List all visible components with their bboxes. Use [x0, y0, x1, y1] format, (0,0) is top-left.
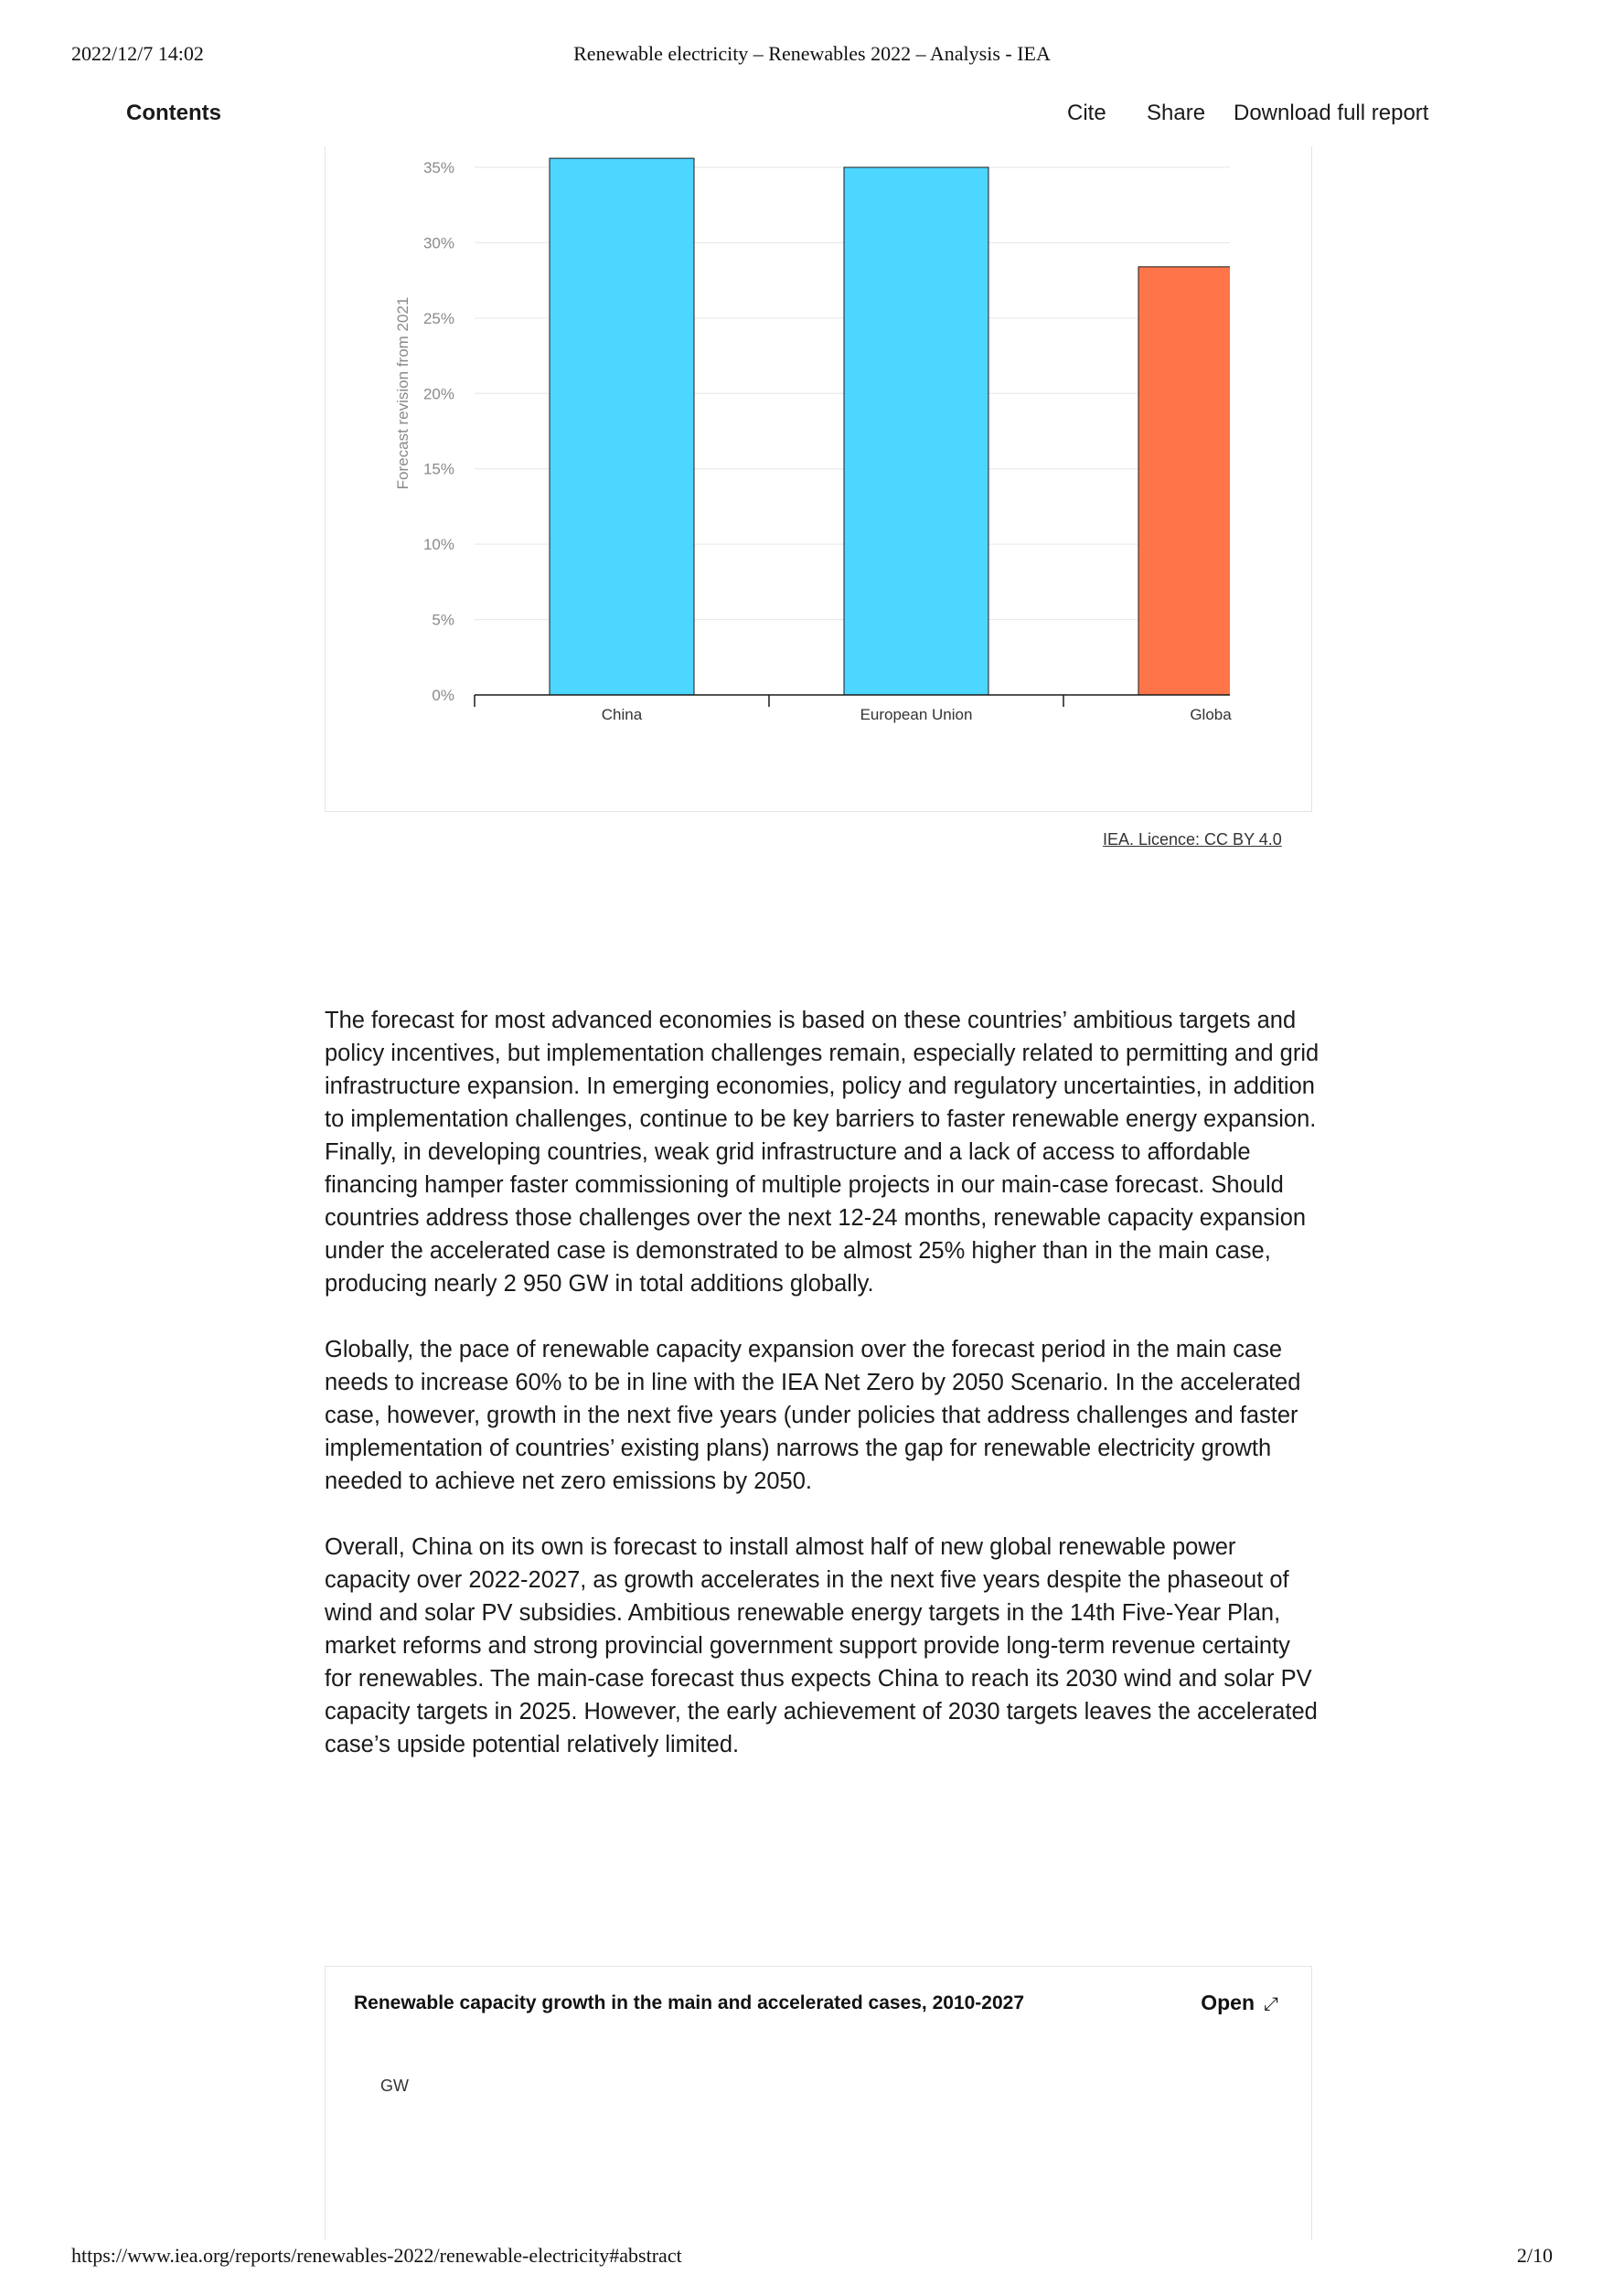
x-category-label: China [601, 706, 643, 723]
chart-unit-label: GW [380, 2077, 409, 2095]
expand-arrow-icon: ⤢ [1264, 1994, 1278, 2014]
y-tick-label: 15% [422, 460, 454, 478]
print-footer [71, 2244, 1553, 2271]
forecast-revision-chart [325, 146, 1312, 732]
print-header [71, 42, 1553, 69]
print-title: Renewable electricity – Renewables 2022 – Analysis - IEA [573, 42, 1051, 65]
page-number: 2/10 [1516, 2244, 1553, 2267]
open-label: Open [1201, 1991, 1255, 2014]
licence-link[interactable]: IEA. Licence: CC BY 4.0 [1103, 830, 1282, 849]
print-url: https://www.iea.org/reports/renewables-2022/renewable-electricity#abstract [71, 2244, 682, 2267]
y-tick-label: 5% [432, 611, 454, 629]
y-tick-label: 0% [432, 687, 454, 704]
capacity-growth-chart-card [325, 1966, 1312, 2240]
y-tick-label: 10% [422, 536, 454, 554]
paragraph-2: Globally, the pace of renewable capacity expansion over the forecast period in the main case needs to increase 60% to be in line with the IEA Net Zero by 2050 Scenario. In the accelerated case, however, growth in the next five years (under policies that address challenges and faster implementation of countries’ existing plans) narrows the gap for renewable electricity growth needed to achieve net zero emissions by 2050. [325, 1337, 1301, 1494]
bar-global[interactable] [1138, 267, 1283, 695]
top-nav [0, 101, 1624, 137]
y-axis-label: Forecast revision from 2021 [394, 296, 411, 490]
x-category-label: European Union [860, 706, 973, 723]
x-category-label: Globa [1190, 706, 1232, 723]
print-date: 2022/12/7 14:02 [71, 42, 204, 65]
y-tick-label: 35% [422, 159, 454, 176]
share-button[interactable]: Share [1147, 101, 1206, 125]
contents-button[interactable]: Contents [126, 101, 221, 125]
chart-title: Renewable capacity growth in the main and accelerated cases, 2010-2027 [354, 1992, 1025, 2013]
y-tick-label: 20% [422, 385, 454, 403]
y-tick-label: 25% [422, 309, 454, 327]
paragraph-3: Overall, China on its own is forecast to install almost half of new global renewable power capacity over 2022-2027, as growth accelerates in the next five years despite the phaseout of wind and solar PV subsidies. Ambitious renewable energy targets in the 14th Five-Year Plan, market reforms and strong provincial government support provide long-term revenue certainty for renewables. The main-case forecast thus expects China to reach its 2030 wind and solar PV capacity targets in 2025. However, the early achievement of 2030 targets leaves the accelerated case’s upside potential relatively limited. [325, 1534, 1318, 1757]
article-body [325, 1004, 1321, 1794]
bar-european-union[interactable] [844, 167, 988, 695]
paragraph-1: The forecast for most advanced economies is based on these countries’ ambitious targets and policy incentives, but implementation challenges remain, especially related to permitting and grid infrastructure expansion. In emerging economies, policy and regulatory uncertainties, in addition to implementation challenges, continue to be key barriers to faster renewable energy expansion. Finally, in developing countries, weak grid infrastructure and a lack of access to affordable financing hamper faster commissioning of multiple projects in our main-case forecast. Should countries address those challenges over the next 12-24 months, renewable capacity expansion under the accelerated case is demonstrated to be almost 25% higher than in the main case, producing nearly 2 950 GW in total additions globally. [325, 1008, 1320, 1297]
y-tick-label: 30% [422, 234, 454, 252]
open-chart-button[interactable] [1201, 1991, 1278, 2015]
bar-china[interactable] [550, 158, 694, 695]
cite-button[interactable]: Cite [1067, 101, 1106, 125]
download-report-button[interactable]: Download full report [1234, 101, 1429, 125]
